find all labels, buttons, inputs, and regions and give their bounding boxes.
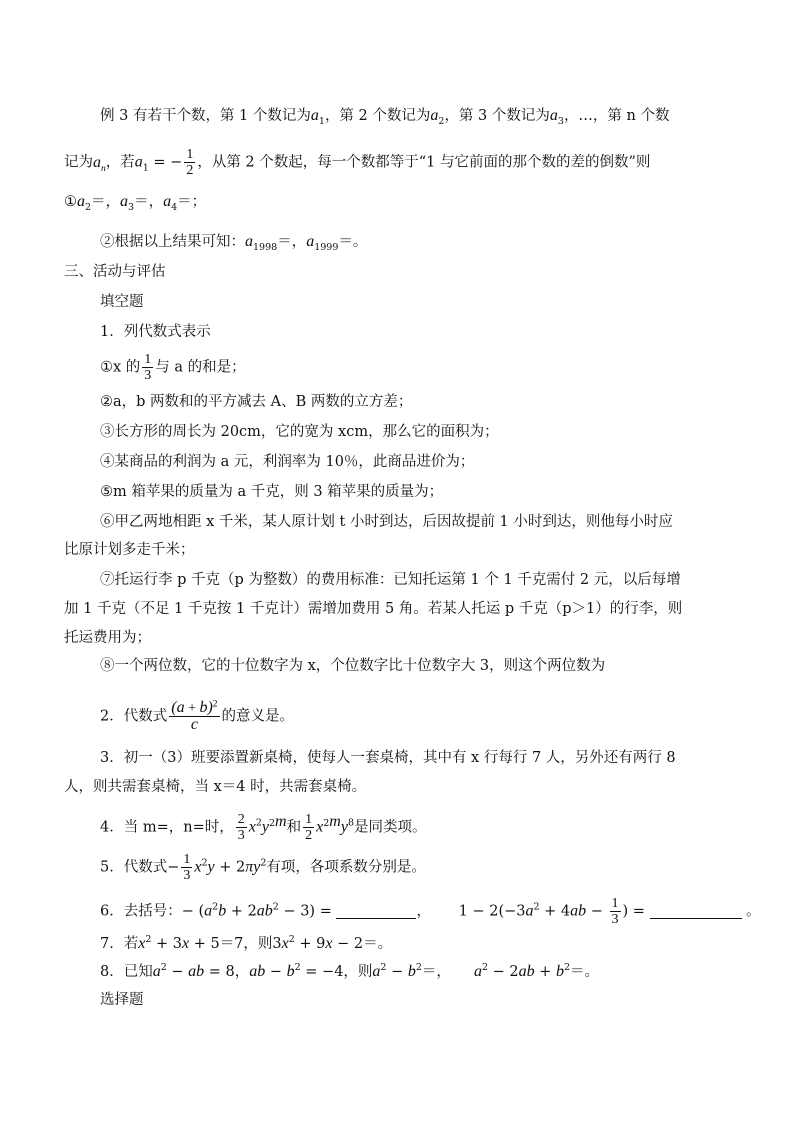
answer-blank-1[interactable] bbox=[336, 903, 416, 919]
question-1-title: 1．列代数式表示 bbox=[100, 324, 211, 340]
question-8: 8．已知$a^2$ − ab = 8，ab − $b^2 = -4$，则$a^2 - b^2=$， $a^2 - 2ab + b^2=$。 bbox=[100, 962, 599, 980]
question-1-item-6-line2: 比原计划多走千米； bbox=[64, 542, 195, 558]
fraction-one-half-2: $\frac{1}{2}$ bbox=[305, 812, 313, 843]
fraction-one-third: $\frac{1}{3}$ bbox=[144, 352, 152, 383]
question-3-line1: 3．初一（3）班要添置新桌椅，使每人一套桌椅，其中有 x 行每行 7 人，另外还有两行 8 bbox=[100, 750, 676, 766]
question-1-item-8: ⑧一个两位数，它的十位数字为 x，个位数字比十位数字大 3，则这个两位数为 bbox=[100, 658, 606, 674]
fraction-two-thirds: $\frac{2}{3}$ bbox=[237, 812, 245, 843]
question-1-item-2: ②a，b 两数和的平方减去 A、B 两数的立方差； bbox=[100, 394, 413, 410]
choice-heading: 选择题 bbox=[100, 992, 144, 1008]
question-5: 5．代数式− $\frac{1}{3}$ $x^2y + 2\pi y^2$有项，各项系数分别是。 bbox=[100, 852, 426, 883]
example3-line2: 记为$a_n$，若$a_1$ = − $\frac{1}{2}$ ，从第 2 个数起，每一个数都等于“1 与它前面的那个数的差的倒数”则 bbox=[64, 147, 651, 178]
question-1-item-7-line1: ⑦托运行李 p 千克（p 为整数）的费用标准：已知托运第 1 个 1 千克需付 2 元，以后每增 bbox=[100, 572, 681, 588]
question-1-item-5: ⑤m 箱苹果的质量为 a 千克，则 3 箱苹果的质量为； bbox=[100, 484, 444, 500]
question-4: 4．当 m=，n=时， $\frac{2}{3}$ $x^2y^{2m}$和 $\frac{1}{2}$ $x^{2m}y^8$是同类项。 bbox=[100, 812, 427, 843]
question-1-item-6-line1: ⑥甲乙两地相距 x 千米，某人原计划 t 小时到达，后因故提前 1 小时到达，则他每小时应 bbox=[100, 514, 673, 530]
answer-blank-2[interactable] bbox=[650, 903, 742, 919]
section-heading: 三、活动与评估 bbox=[64, 264, 166, 280]
fraction-one-third-3: $\frac{1}{3}$ bbox=[611, 896, 619, 927]
question-1-item-4: ④某商品的利润为 a 元，利润率为 10％，此商品进价为； bbox=[100, 454, 475, 470]
example3-line1: 例 3 有若干个数，第 1 个数记为$a_1$，第 2 个数记为$a_2$，第 3 个数记为$a_3$，…，第 n 个数 bbox=[100, 107, 670, 127]
question-6: 6．去括号：− $(a^2b + 2ab^2 - 3)$ = ， $1 - 2(-3a^2 + 4ab$ − $\frac{1}{3}$ ) = 。 bbox=[100, 896, 761, 927]
example3-line3: $①a_2=$，$a_3=$，$a_4=$； bbox=[64, 193, 207, 213]
question-1-item-7-line2: 加 1 千克（不足 1 千克按 1 千克计）需增加费用 5 角。若某人托运 p 千克（p＞1）的行李，则 bbox=[64, 601, 683, 617]
question-3-line2: 人，则共需套桌椅，当 x＝4 时，共需套桌椅。 bbox=[64, 779, 367, 795]
example3-line4: ②根据以上结果可知：$a_{1998}=$，$a_{1999}=$。 bbox=[100, 233, 368, 253]
fraction-one-half: $\frac{1}{2}$ bbox=[186, 147, 194, 178]
question-7: 7．若$x^2 + 3x + 5=7$，则$3x^2 + 9x - 2=$。 bbox=[100, 934, 393, 952]
question-1-item-7-line3: 托运费用为； bbox=[64, 630, 151, 646]
question-2: 2．代数式 $\frac{(a + b)^2}{c}$ 的意义是。 bbox=[100, 699, 295, 733]
fill-blank-heading: 填空题 bbox=[100, 294, 144, 310]
fraction-expression: $\frac{(a + b)^2}{c}$ bbox=[171, 699, 218, 733]
question-1-item-1: ①x 的 $\frac{1}{3}$ 与 a 的和是； bbox=[100, 352, 246, 383]
question-1-item-3: ③长方形的周长为 20cm，它的宽为 xcm，那么它的面积为； bbox=[100, 424, 499, 440]
fraction-one-third-2: $\frac{1}{3}$ bbox=[183, 852, 191, 883]
